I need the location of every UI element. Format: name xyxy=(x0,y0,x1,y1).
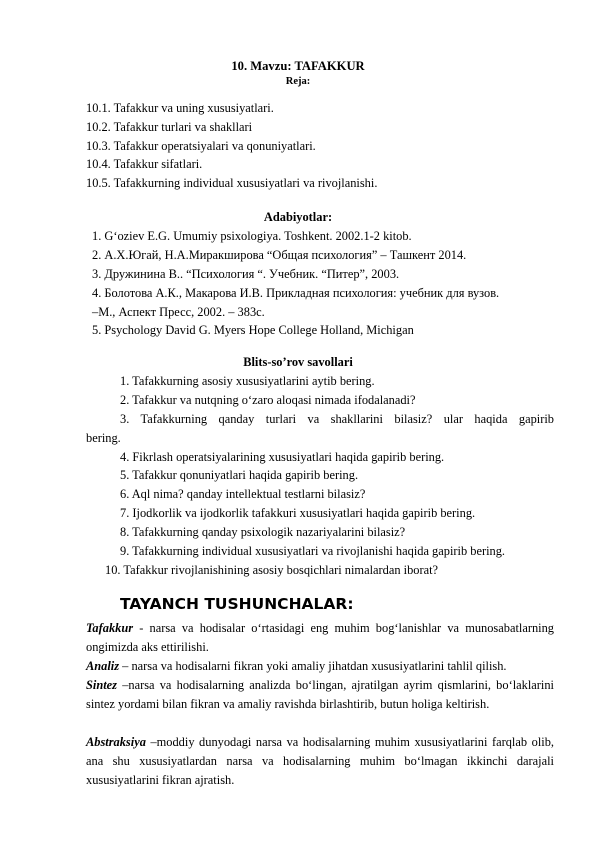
literature-label: Adabiyotlar: xyxy=(263,210,333,224)
plan-item: 10.2. Tafakkur turlari va shakllari xyxy=(86,120,253,134)
key-concepts-heading: TAYANCH TUSHUNCHALAR: xyxy=(120,595,354,613)
definition-term: Sintez xyxy=(86,678,117,692)
question-item: 9. Tafakkurning individual xususiyatlari va rivojlanishi haqida gapirib bering. xyxy=(120,544,505,558)
definition-text: –narsa va hodisalarning analizda bo‘lingan, ajratilgan ayrim qismlarini, bo‘laklarini sintez yordami bilan fikran va amaliy ravishda birlashtirib, butun holiga keltirish. xyxy=(86,678,554,711)
question-item: 3. Tafakkurning qanday turlari va shakllarini bilasiz? ular haqida gapirib xyxy=(120,412,554,426)
definition-tafakkur xyxy=(86,619,554,657)
literature-item: 5. Psychology David G. Myers Hope College Holland, Michigan xyxy=(92,323,414,337)
question-item-continuation: bering. xyxy=(86,431,121,445)
definition-analiz xyxy=(86,657,554,676)
definition-term: Tafakkur xyxy=(86,621,134,635)
plan-item: 10.5. Tafakkurning individual xususiyatlari va rivojlanishi. xyxy=(86,176,378,190)
question-item: 5. Tafakkur qonuniyatlari haqida gapirib bering. xyxy=(120,468,359,482)
definition-term: Abstraksiya xyxy=(86,735,146,749)
topic-title: 10. Mavzu: TAFAKKUR xyxy=(231,59,365,73)
definition-abstraksiya xyxy=(86,733,554,790)
definition-term: Analiz xyxy=(86,659,120,673)
definition-sintez xyxy=(86,676,554,714)
question-item: 1. Tafakkurning asosiy xususiyatlarini aytib bering. xyxy=(120,374,375,388)
question-item: 7. Ijodkorlik va ijodkorlik tafakkuri xususiyatlari haqida gapirib bering. xyxy=(120,506,476,520)
question-item: 10. Tafakkur rivojlanishining asosiy bosqichlari nimalardan iborat? xyxy=(105,563,439,577)
question-item: 8. Tafakkurning qanday psixologik nazariyalarini bilasiz? xyxy=(120,525,406,539)
literature-item: 4. Болотова А.К., Макарова И.В. Прикладная психология: учебник для вузов. xyxy=(92,286,500,300)
plan-item: 10.4. Tafakkur sifatlari. xyxy=(86,157,203,171)
definition-text: – narsa va hodisalarni fikran yoki amaliy jihatdan xususiyatlarini tahlil qilish. xyxy=(119,659,507,673)
plan-item: 10.3. Tafakkur operatsiyalari va qonuniyatlari. xyxy=(86,139,316,153)
plan-label: Reja: xyxy=(285,76,311,87)
literature-item: –М., Аспект Пресс, 2002. – 383с. xyxy=(92,305,265,319)
literature-item: 3. Дружинина В.. “Психология “. Учебник. “Питер”, 2003. xyxy=(92,267,400,281)
question-item: 2. Tafakkur va nutqning o‘zaro aloqasi nimada ifodalanadi? xyxy=(120,393,416,407)
plan-item: 10.1. Tafakkur va uning xususiyatlari. xyxy=(86,101,274,115)
questions-label: Blits-so’rov savollari xyxy=(243,355,353,369)
definition-text: –moddiy dunyodagi narsa va hodisalarning muhim xususiyatlarini farqlab olib, ana shu xususiyatlardan narsa va hodisalarning muhim bo‘lmagan ikkinchi darajali xususiyatlarini fikran ajratish. xyxy=(86,735,554,787)
definition-text: - narsa va hodisalar o‘rtasidagi eng muhim bog‘lanishlar va munosabatlarning ongimizda aks ettirilishi. xyxy=(86,621,554,654)
question-item: 4. Fikrlash operatsiyalarining xususiyatlari haqida gapirib bering. xyxy=(120,450,445,464)
literature-item: 2. А.Х.Югай, Н.А.Миракширова “Общая психология” – Ташкент 2014. xyxy=(92,248,467,262)
literature-item: 1. G‘oziev E.G. Umumiy psixologiya. Toshkent. 2002.1-2 kitob. xyxy=(92,229,412,243)
question-item: 6. Aql nima? qanday intellektual testlarni bilasiz? xyxy=(120,487,366,501)
